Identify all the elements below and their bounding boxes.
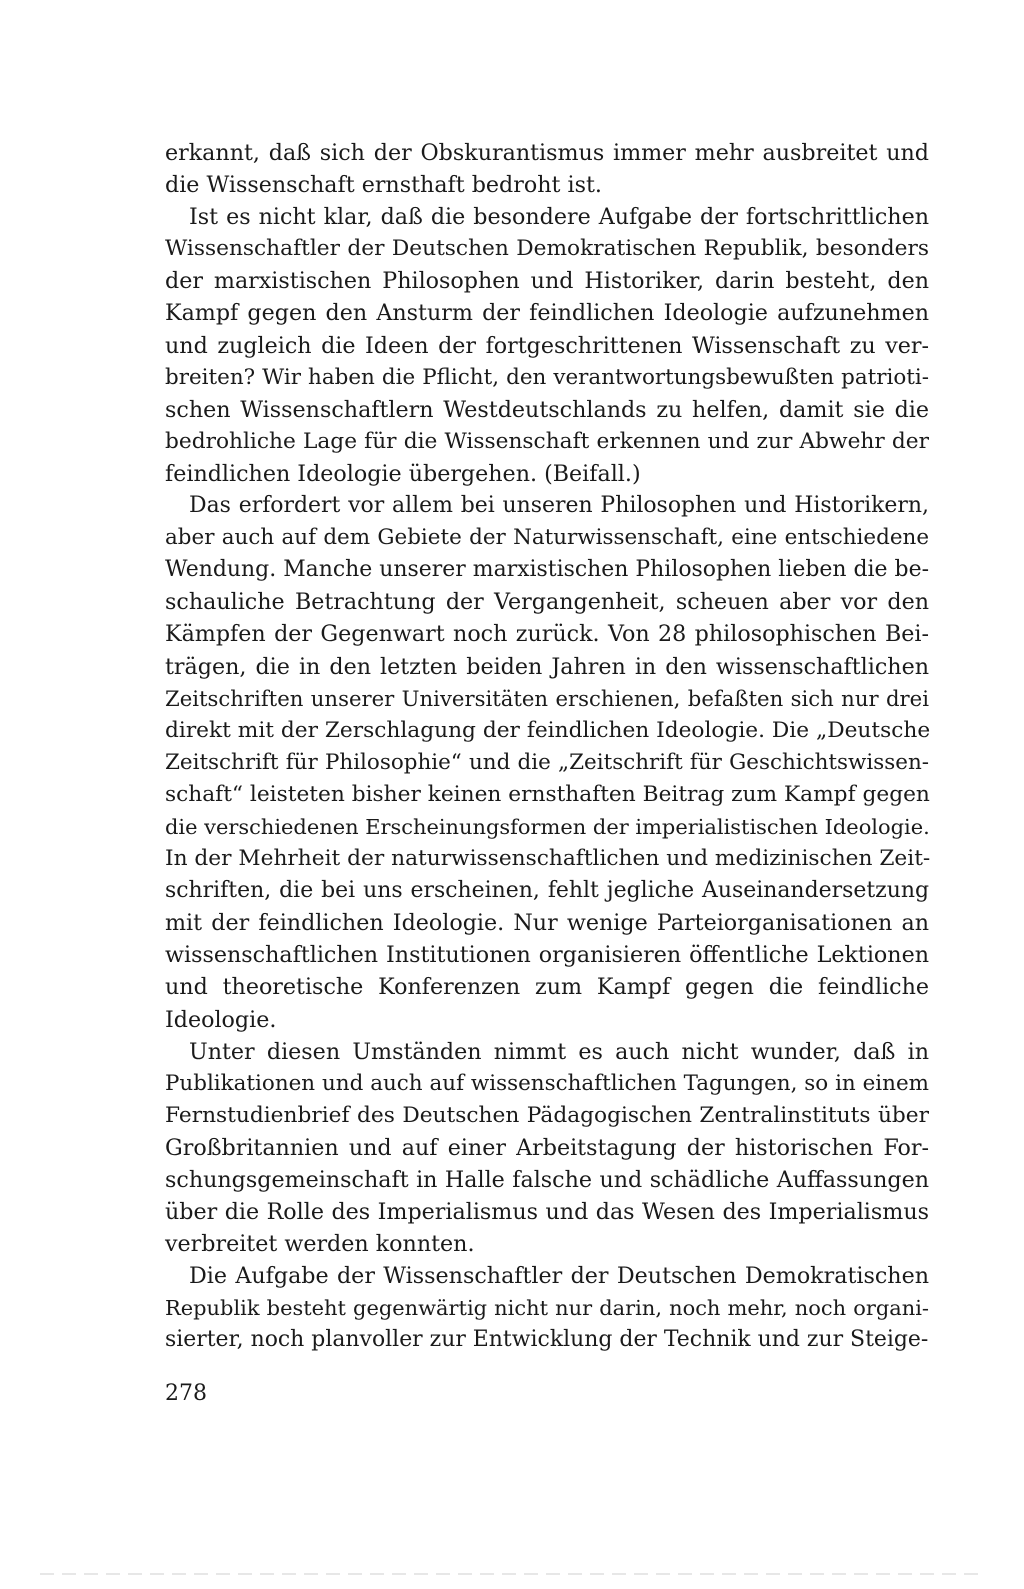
- text-line: Wissenschaftler der Deutschen Demokratischen Republik, besonders: [165, 236, 929, 262]
- text-line: und zugleich die Ideen der fortgeschrittenen Wissenschaft zu ver-: [165, 332, 929, 359]
- text-line: direkt mit der Zerschlagung der feindlichen Ideologie. Die „Deutsche: [165, 717, 931, 743]
- text-line: feindlichen Ideologie übergehen. (Beifall.): [165, 460, 641, 487]
- text-line: breiten? Wir haben die Pflicht, den verantwortungsbewußten patrioti-: [165, 364, 929, 390]
- text-line: Ideologie.: [165, 1006, 277, 1033]
- paragraph: [165, 490, 929, 1036]
- text-line: schen Wissenschaftlern Westdeutschlands zu helfen, damit sie die: [165, 396, 929, 423]
- text-line: Wendung. Manche unserer marxistischen Philosophen lieben die be-: [165, 557, 929, 583]
- paragraph: [165, 201, 929, 490]
- paragraph: [165, 137, 929, 201]
- text-line: schriften, die bei uns erscheinen, fehlt jegliche Auseinandersetzung: [165, 878, 929, 904]
- text-line: aber auch auf dem Gebiete der Naturwissenschaft, eine entschiedene: [165, 525, 929, 551]
- text-line: wissenschaftlichen Institutionen organisieren öffentliche Lektionen: [165, 942, 929, 969]
- text-line: erkannt, daß sich der Obskurantismus immer mehr ausbreitet und: [165, 140, 929, 166]
- text-line: Publikationen und auch auf wissenschaftlichen Tagungen, so in einem: [165, 1070, 929, 1096]
- scan-edge-artifact: [40, 1573, 984, 1575]
- text-line: Ist es nicht klar, daß die besondere Aufgabe der fortschrittlichen: [189, 204, 929, 231]
- text-line: Fernstudienbrief des Deutschen Pädagogischen Zentralinstituts über: [165, 1102, 929, 1128]
- text-line: mit der feindlichen Ideologie. Nur wenige Parteiorganisationen an: [165, 910, 929, 937]
- paragraph: [165, 1036, 929, 1261]
- text-line: verbreitet werden konnten.: [165, 1231, 475, 1258]
- text-line: Kampf gegen den Ansturm der feindlichen Ideologie aufzunehmen: [165, 300, 929, 327]
- text-line: Republik besteht gegenwärtig nicht nur darin, noch mehr, noch organi-: [165, 1296, 929, 1321]
- text-line: Unter diesen Umständen nimmt es auch nicht wunder, daß in: [189, 1038, 929, 1065]
- text-line: über die Rolle des Imperialismus und das Wesen des Imperialismus: [165, 1199, 929, 1226]
- text-line: schungsgemeinschaft in Halle falsche und schädliche Auffassungen: [165, 1167, 929, 1193]
- text-line: In der Mehrheit der naturwissenschaftlichen und medizinischen Zeit-: [165, 846, 931, 872]
- text-line: und theoretische Konferenzen zum Kampf gegen die feindliche: [165, 974, 929, 1001]
- text-line: Das erfordert vor allem bei unseren Philosophen und Historikern,: [189, 493, 929, 519]
- text-line: Großbritannien und auf einer Arbeitstagung der historischen For-: [165, 1134, 929, 1161]
- text-line: trägen, die in den letzten beiden Jahren in den wissenschaftlichen: [165, 653, 929, 680]
- page-number: 278: [165, 1381, 207, 1406]
- text-line: Zeitschriften unserer Universitäten erschienen, befaßten sich nur drei: [165, 685, 929, 711]
- text-line: bedrohliche Lage für die Wissenschaft erkennen und zur Abwehr der: [165, 428, 929, 454]
- body-text: [165, 137, 929, 1357]
- text-line: Kämpfen der Gegenwart noch zurück. Von 28 philosophischen Bei-: [165, 621, 929, 648]
- text-line: Zeitschrift für Philosophie“ und die „Zeitschrift für Geschichtswissen-: [165, 749, 929, 775]
- text-line: schauliche Betrachtung der Vergangenheit, scheuen aber vor den: [165, 589, 929, 616]
- text-line: Die Aufgabe der Wissenschaftler der Deutschen Demokratischen: [189, 1263, 929, 1290]
- paragraph: [165, 1260, 929, 1356]
- text-line: die verschiedenen Erscheinungsformen der imperialistischen Ideologie.: [165, 814, 930, 839]
- text-line: die Wissenschaft ernsthaft bedroht ist.: [165, 172, 602, 199]
- text-line: schaft“ leisteten bisher keinen ernsthaften Beitrag zum Kampf gegen: [165, 781, 930, 807]
- text-line: sierter, noch planvoller zur Entwicklung der Technik und zur Steige-: [165, 1327, 929, 1353]
- text-line: der marxistischen Philosophen und Historiker, darin besteht, den: [165, 268, 929, 295]
